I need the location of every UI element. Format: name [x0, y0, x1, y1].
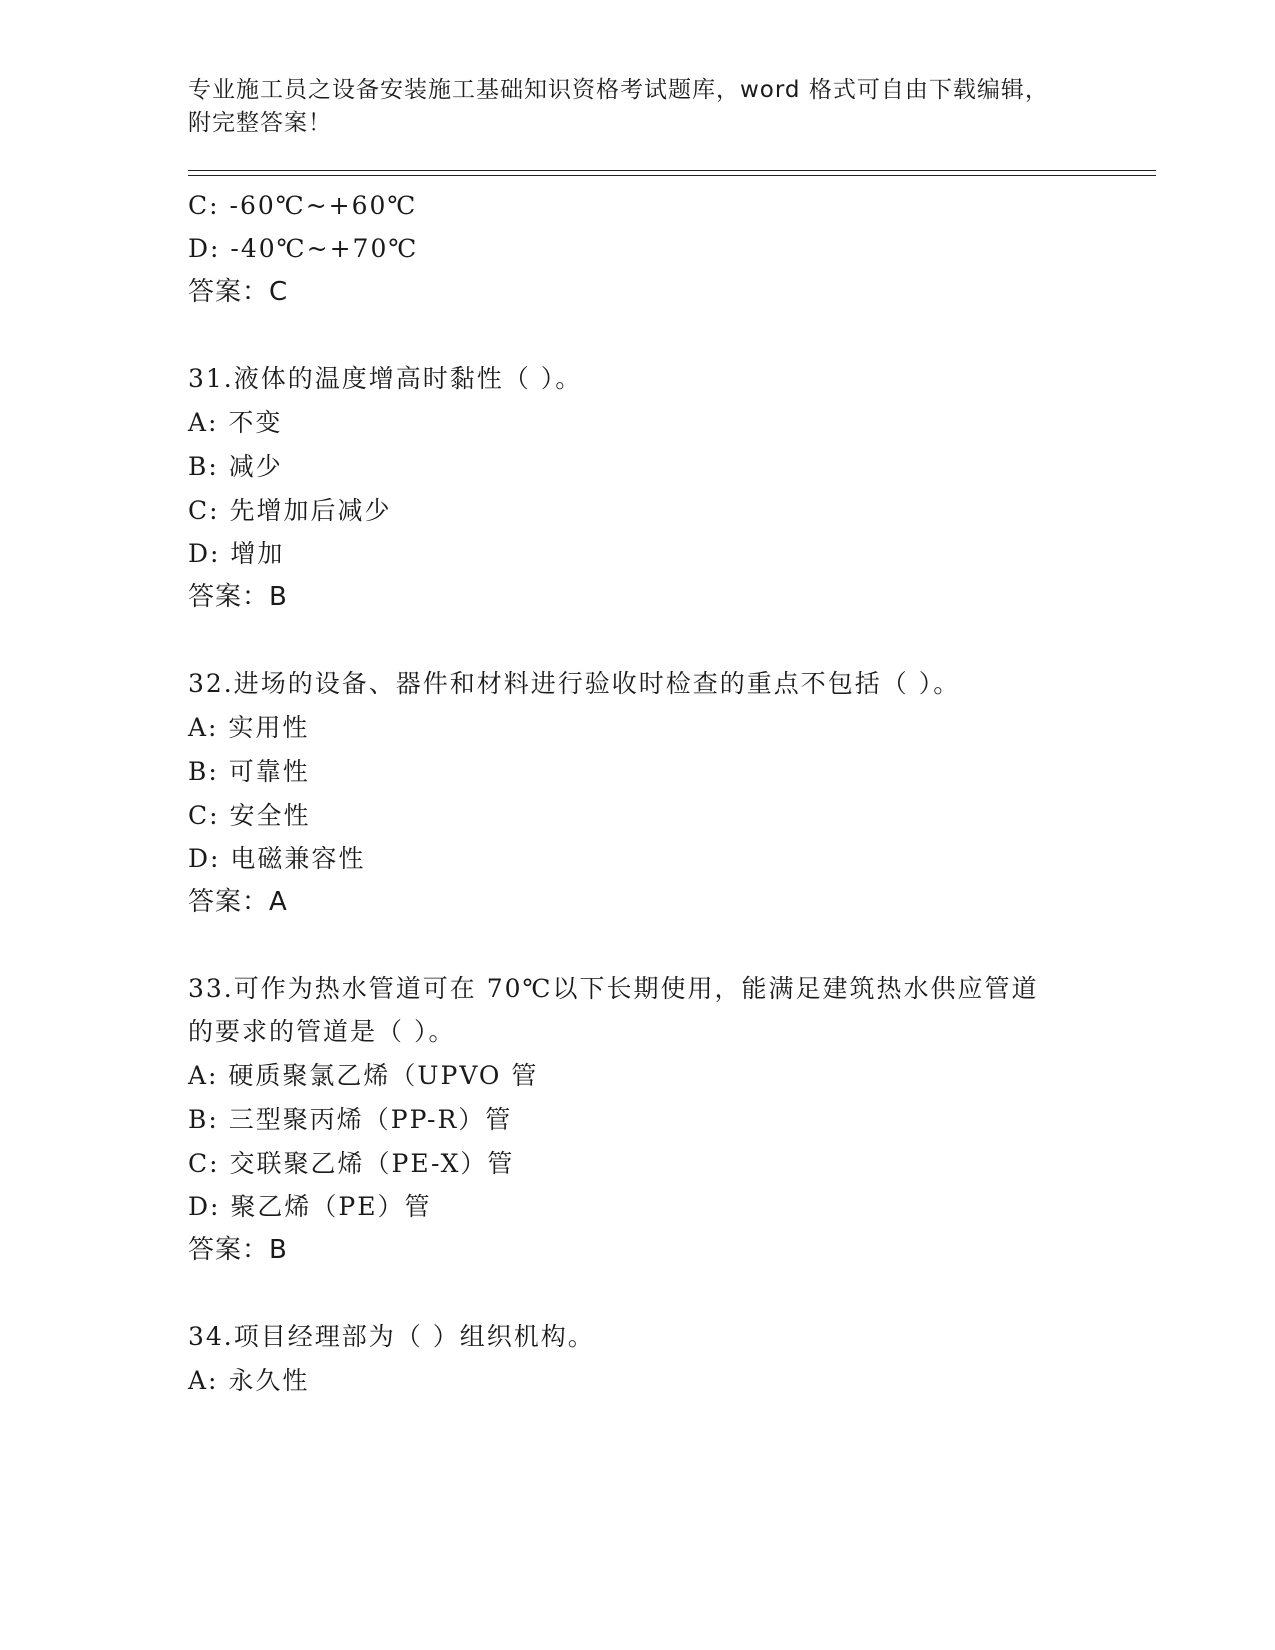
option-a: A: 不变 [188, 408, 283, 437]
option-c: C: 交联聚乙烯（PE-X）管 [188, 1149, 515, 1178]
option-d: D: -40℃~+70℃ [188, 234, 419, 263]
option-c: C: 安全性 [188, 801, 311, 830]
option-d: D: 聚乙烯（PE）管 [188, 1192, 432, 1221]
answer: 答案：C [188, 277, 289, 307]
option-d: D: 电磁兼容性 [188, 844, 366, 873]
question-stem: 34.项目经理部为（ ）组织机构。 [188, 1322, 595, 1351]
option-a: A: 硬质聚氯乙烯（UPVO 管 [188, 1061, 539, 1090]
question-stem: 31.液体的温度增高时黏性（ ）。 [188, 364, 583, 393]
header-rule-bottom [188, 175, 1156, 176]
question-stem: 32.进场的设备、器件和材料进行验收时检查的重点不包括（ ）。 [188, 669, 961, 698]
option-b: B: 减少 [188, 452, 283, 481]
header-rule-top [188, 170, 1156, 171]
answer: 答案：A [188, 887, 288, 917]
option-a: A: 实用性 [188, 713, 310, 742]
option-b: B: 三型聚丙烯（PP-R）管 [188, 1105, 513, 1134]
header-text [188, 74, 1078, 140]
header-line-1: 专业施工员之设备安装施工基础知识资格考试题库，word 格式可自由下载编辑， [188, 77, 1049, 103]
answer: 答案：B [188, 582, 288, 612]
option-d: D: 增加 [188, 539, 285, 568]
option-c: C: -60℃~+60℃ [188, 191, 418, 220]
answer: 答案：B [188, 1235, 288, 1265]
option-b: B: 可靠性 [188, 757, 310, 786]
option-a: A: 永久性 [188, 1366, 310, 1395]
question-stem-line-1: 33.可作为热水管道可在 70℃以下长期使用，能满足建筑热水供应管道 [188, 974, 1039, 1003]
question-stem-line-2: 的要求的管道是（ ）。 [188, 1017, 456, 1046]
option-c: C: 先增加后减少 [188, 496, 392, 525]
header-line-2: 附完整答案！ [188, 110, 332, 136]
